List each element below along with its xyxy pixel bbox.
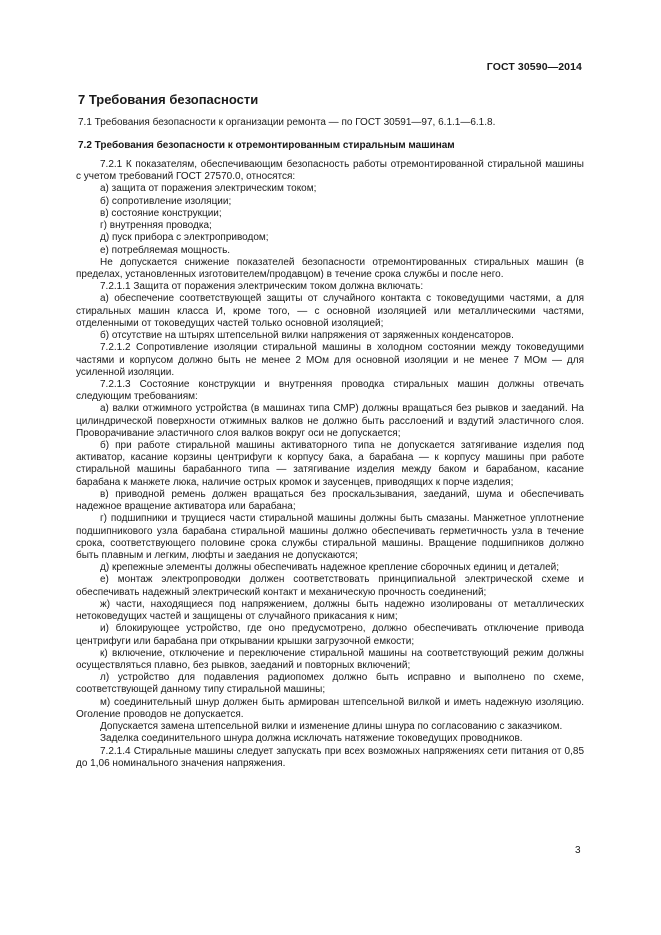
paragraph-7-1: 7.1 Требования безопасности к организации ремонта — по ГОСТ 30591—97, 6.1.1—6.1.8. xyxy=(78,117,496,128)
paragraph: 7.2.1.1 Защита от поражения электрическим током должна включать: xyxy=(100,281,424,293)
list-item: л) устройство для подавления радиопомех должно быть исправно и выполнено по схеме, соответствующей данному типу стиральной машины; xyxy=(76,672,584,696)
paragraph: Не допускается снижение показателей безопасности отремонтированных стиральных машин (в пределах, установленных изготовителем/продавцом) в течение срока службы и после него. xyxy=(76,256,584,280)
standard-header: ГОСТ 30590—2014 xyxy=(486,61,582,73)
paragraph: 7.2.1.2 Сопротивление изоляции стиральной машины в холодном состоянии между токоведущими частями и корпусом должно быть не менее 2 МОм для основной изоляции и не менее 7 МОм — для усиленной изоляции. xyxy=(76,342,584,378)
list-item: г) подшипники и трущиеся части стиральной машины должны быть смазаны. Манжетное уплотнение подшипникового узла барабана стиральной машины должно обеспечивать герметичность узла в течение срока, соответствующего половине срока службы стиральной машины. Вращение подшипников должно быть плавным и легким, люфты и заедания не допускаются; xyxy=(76,513,584,561)
list-item: а) валки отжимного устройства (в машинах типа СМР) должны вращаться без рывков и заеданий. На цилиндрической поверхности отжимных валков не должно быть расслоений и вздутий эластичного слоя. Проворачивание эластичного слоя валков вокруг оси не допускается; xyxy=(76,403,584,439)
list-item: е) монтаж электропроводки должен соответствовать принципиальной электрической схеме и обеспечивать надежный электрический контакт и механическую прочность соединений; xyxy=(76,574,584,598)
list-item: в) состояние конструкции; xyxy=(100,207,222,219)
section-title: 7 Требования безопасности xyxy=(78,92,259,107)
list-item: б) при работе стиральной машины активаторного типа не допускается затягивание изделия под активатор, касание корзины центрифуги к корпусу бака, а барабана — к корпусу машины при работе стиральной машины барабанного типа — затягивание изделия между баком и барабаном, касание барабана к манжете люка, наличие острых кромок и заусенцев, приводящих к порче изделия; xyxy=(76,440,584,488)
list-item: а) обеспечение соответствующей защиты от случайного контакта с токоведущими частями, а для стиральных машин класса И, кроме того, — с основной изоляцией или металлическими частями, отделенными от токоведущих частей только основной изоляцией; xyxy=(76,293,584,329)
body-text xyxy=(76,159,584,770)
list-item: д) пуск прибора с электроприводом; xyxy=(100,232,269,244)
list-item: б) сопротивление изоляции; xyxy=(100,195,232,207)
list-item: м) соединительный шнур должен быть армирован штепсельной вилкой и иметь надежную изоляцию. Оголение проводов не допускается. xyxy=(76,696,584,720)
list-item: к) включение, отключение и переключение стиральной машины на соответствующий режим должны осуществляться плавно, без рывков, заеданий и повторных включений; xyxy=(76,647,584,671)
list-item: б) отсутствие на штырях штепсельной вилки напряжения от заряженных конденсаторов. xyxy=(100,330,514,342)
list-item: е) потребляемая мощность. xyxy=(100,244,231,256)
paragraph: 7.2.1 К показателям, обеспечивающим безопасность работы отремонтированной стиральной машины с учетом требований ГОСТ 27570.0, относятся: xyxy=(76,159,584,183)
list-item: ж) части, находящиеся под напряжением, должны быть надежно изолированы от металлических нетоковедущих частей и защищены от случайного прикасания к ним; xyxy=(76,598,584,623)
paragraph: 7.2.1.4 Стиральные машины следует запускать при всех возможных напряжениях сети питания от 0,85 до 1,06 номинального значения напряжения. xyxy=(76,745,584,769)
page-number: 3 xyxy=(575,845,581,856)
list-item: г) внутренняя проводка; xyxy=(100,220,212,232)
list-item: а) защита от поражения электрическим током; xyxy=(100,183,317,195)
list-item: и) блокирующее устройство, где оно предусмотрено, должно обеспечивать отключение привода центрифуги или барабана при открывании крышки загрузочной емкости; xyxy=(76,623,584,647)
subsection-title-7-2: 7.2 Требования безопасности к отремонтированным стиральным машинам xyxy=(78,140,455,151)
list-item: в) приводной ремень должен вращаться без проскальзывания, заеданий, шума и обеспечивать надежное вращение активатора или барабана; xyxy=(76,488,584,513)
paragraph: Заделка соединительного шнура должна исключать натяжение токоведущих проводников. xyxy=(100,733,523,745)
paragraph: 7.2.1.3 Состояние конструкции и внутренняя проводка стиральных машин должны отвечать следующим требованиям: xyxy=(76,378,584,403)
paragraph: Допускается замена штепсельной вилки и изменение длины шнура по согласованию с заказчиком. xyxy=(100,721,563,733)
list-item: д) крепежные элементы должны обеспечивать надежное крепление сборочных единиц и деталей; xyxy=(100,562,560,574)
